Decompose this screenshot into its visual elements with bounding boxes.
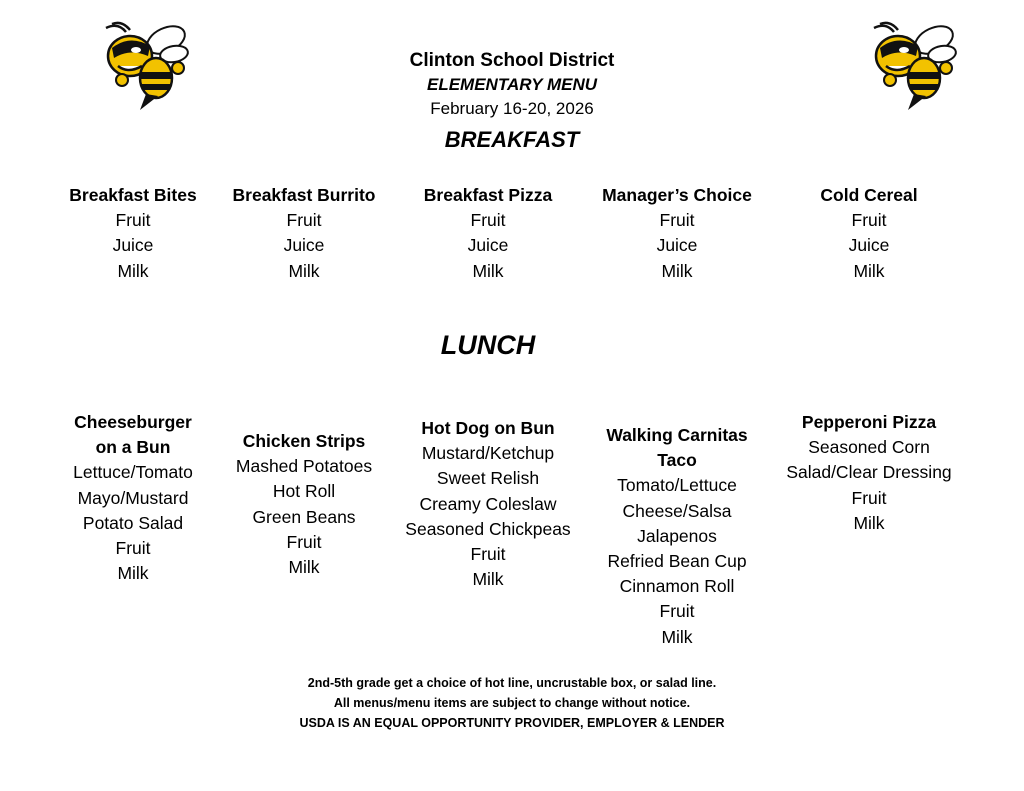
footer-usda-statement: USDA IS AN EQUAL OPPORTUNITY PROVIDER, EMPLOYER & LENDER xyxy=(299,716,725,730)
lunch-side: Mayo/Mustard xyxy=(77,487,189,508)
breakfast-side: Juice xyxy=(283,235,325,256)
breakfast-side: Milk xyxy=(661,260,693,281)
lunch-main-item: Cheeseburger xyxy=(74,412,192,432)
breakfast-main-item: Breakfast Bites xyxy=(69,185,197,205)
lunch-main-item: Pepperoni Pizza xyxy=(801,412,937,432)
yellow-jacket-mascot-left xyxy=(96,20,196,116)
breakfast-side: Milk xyxy=(288,260,320,281)
lunch-day-3 xyxy=(393,416,583,592)
breakfast-main-item: Cold Cereal xyxy=(820,185,918,205)
lunch-day-2 xyxy=(209,429,399,580)
menu-header xyxy=(262,48,762,121)
lunch-main-item: Hot Dog on Bun xyxy=(421,418,555,438)
lunch-side: Salad/Clear Dressing xyxy=(786,462,952,483)
lunch-side: Refried Bean Cup xyxy=(607,551,747,572)
lunch-side: Fruit xyxy=(851,487,887,508)
menu-footer xyxy=(212,673,812,733)
menu-name: ELEMENTARY MENU xyxy=(426,75,598,94)
lunch-main-item: Chicken Strips xyxy=(242,431,366,451)
lunch-side: Lettuce/Tomato xyxy=(73,462,193,483)
breakfast-main-item: Breakfast Burrito xyxy=(232,185,376,205)
lunch-side: Cheese/Salsa xyxy=(622,500,732,521)
lunch-side: Fruit xyxy=(470,544,506,565)
lunch-day-4 xyxy=(582,423,772,650)
lunch-side: Milk xyxy=(117,563,149,584)
lunch-side: Milk xyxy=(288,557,320,578)
breakfast-side: Juice xyxy=(656,235,698,256)
breakfast-main-item: Manager’s Choice xyxy=(602,185,752,205)
breakfast-day-4 xyxy=(582,183,772,284)
breakfast-day-5 xyxy=(774,183,964,284)
breakfast-day-2 xyxy=(209,183,399,284)
lunch-side: Green Beans xyxy=(252,506,356,527)
menu-dates: February 16-20, 2026 xyxy=(430,99,594,118)
breakfast-side: Milk xyxy=(472,260,504,281)
lunch-side: Sweet Relish xyxy=(436,468,540,489)
breakfast-side: Fruit xyxy=(851,210,887,231)
breakfast-side: Fruit xyxy=(115,210,151,231)
lunch-side: Tomato/Lettuce xyxy=(617,475,737,496)
breakfast-side: Fruit xyxy=(470,210,506,231)
lunch-side: Milk xyxy=(661,626,693,647)
breakfast-side: Fruit xyxy=(659,210,695,231)
lunch-side: Milk xyxy=(853,512,885,533)
breakfast-day-1 xyxy=(38,183,228,284)
yellow-jacket-mascot-right xyxy=(864,20,964,116)
footer-change-notice: All menus/menu items are subject to change without notice. xyxy=(333,696,691,710)
lunch-side: Cinnamon Roll xyxy=(619,576,735,597)
breakfast-side: Juice xyxy=(112,235,154,256)
breakfast-main-item: Breakfast Pizza xyxy=(423,185,553,205)
lunch-side: Mashed Potatoes xyxy=(235,456,373,477)
lunch-side: Mustard/Ketchup xyxy=(421,443,555,464)
lunch-title: LUNCH xyxy=(440,330,536,360)
lunch-side: Creamy Coleslaw xyxy=(419,493,557,514)
breakfast-side: Juice xyxy=(848,235,890,256)
lunch-side: Hot Roll xyxy=(272,481,336,502)
footer-grade-note: 2nd-5th grade get a choice of hot line, uncrustable box, or salad line. xyxy=(307,676,717,690)
breakfast-side: Fruit xyxy=(286,210,322,231)
district-name: Clinton School District xyxy=(409,50,615,71)
lunch-main-item: on a Bun xyxy=(95,437,171,458)
lunch-side: Seasoned Chickpeas xyxy=(405,518,571,539)
lunch-side: Fruit xyxy=(286,531,322,552)
breakfast-day-3 xyxy=(393,183,583,284)
breakfast-side: Juice xyxy=(467,235,509,256)
breakfast-side: Milk xyxy=(117,260,149,281)
lunch-main-item: Taco xyxy=(657,450,697,471)
lunch-side: Potato Salad xyxy=(82,512,184,533)
lunch-side: Fruit xyxy=(115,538,151,559)
lunch-side: Milk xyxy=(472,569,504,590)
lunch-day-5 xyxy=(774,410,964,536)
lunch-side: Seasoned Corn xyxy=(808,437,930,458)
breakfast-title: BREAKFAST xyxy=(444,127,580,152)
lunch-main-item: Walking Carnitas xyxy=(606,425,748,445)
lunch-day-1 xyxy=(38,410,228,586)
lunch-side: Jalapenos xyxy=(637,525,717,546)
breakfast-side: Milk xyxy=(853,260,885,281)
lunch-side: Fruit xyxy=(659,601,695,622)
